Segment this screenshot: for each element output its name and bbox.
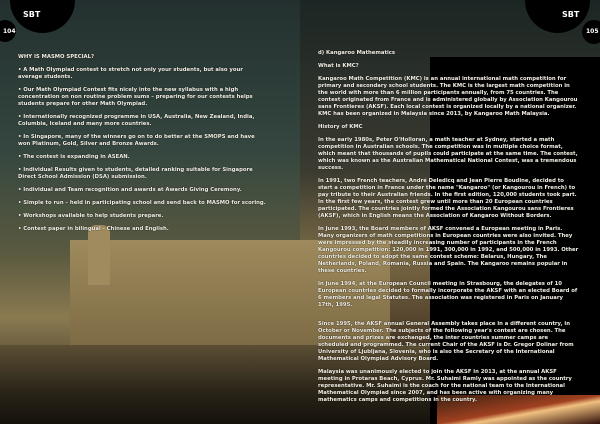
right-page-text bbox=[318, 50, 580, 410]
paragraph: In June 1994, at the European Council meeting in Strasbourg, the delegates of 10 European countries decided to formally incorporate the AKSF with an elected Board of 6 members and legal Statutes. The association was registered in Paris on January 17th, 1995. bbox=[318, 281, 578, 308]
paragraph: In 1991, two French teachers, André Deledicq and Jean Pierre Boudine, decided to start a competition in France under the name "Kangaroo" (or Kangourou in French) to pay tribute to their Australian friends. In the first edition, 120,000 students took part. In the first few years, the contest grew until more than 20 European countries participated. The countries jointly formed the Association Kangourou sans Frontieres (AKSF), which in English means the Association of Kangaroo Without Borders. bbox=[318, 178, 577, 219]
subheading-what-is-kmc: What is KMC? bbox=[318, 63, 359, 69]
bullet: • A Math Olympiad contest to stretch not only your students, but also your average students. bbox=[18, 67, 243, 80]
bullet: • Simple to run – held in participating school and send back to MASMO for scoring. bbox=[18, 200, 266, 206]
left-page-text bbox=[18, 54, 268, 239]
bullet: • The contest is expanding in ASEAN. bbox=[18, 154, 130, 160]
paragraph: In the early 1980s, Peter O'Holloran, a math teacher at Sydney, started a math competition in Australian schools. The competition was in multiple choice format, which meant that thousands of pupils could participate at the same time. The contest, which was known as the Australian Mathematical National Contest, was a tremendous success. bbox=[318, 137, 578, 171]
paragraph: Malaysia was unanimously elected to join the AKSF in 2013, at the annual AKSF meeting in Protaras Beach, Cyprus. Mr. Suhaimi Ramly was appointed as the country representative. Mr. Suhaimi is the coach for the national team to the International Mathematical Olympiad since 2007, and has been active with organizing many mathematics camps and competitions in the country. bbox=[318, 369, 572, 403]
bullet: • Workshops available to help students prepare. bbox=[18, 213, 164, 219]
paragraph: In June 1993, the Board members of AKSF convened a European meeting in Paris. Many organizers of math competitions in European countries were also invited. They were impressed by the steadily increasing number of participants in the French Kangourou competition: 120,000 in 1991, 300,000 in 1992, and 500,000 in 1993. Other countries decided to adopt the same contest scheme: Belarus, Hungary, The Netherlands, Poland, Romania, Russia and Spain. The Kangaroo remains popular in these countries. bbox=[318, 226, 579, 274]
paragraph: Kangaroo Math Competition (KMC) is an annual international math competition for primary and secondary school students. The KMC is the largest math competition in the world with more than 6 million participants annually, from 75 countries. The contest originated from France and is administered globally by Association Kangourou sans Frontieres (AKSF). Each local contest is organized locally by a national organizer. KMC has been organized in Malaysia since 2013, by Kangaroo Math Malaysia. bbox=[318, 76, 578, 117]
bullet: • Contest paper in bilingual - Chinese and English. bbox=[18, 226, 169, 232]
paragraph: Since 1995, the AKSF annual General Assembly takes place in a different country, in October or November. The subjects of the following year's contest are chosen. The documents and prizes are exchanged, the inter countries summer camps are scheduled and programmed. The current Chair of the AKSF is Dr. Gregor Dolinar from University of Ljubljana, Slovenia, who is also the Secretary of the International Mathematical Olympiad Advisory Board. bbox=[318, 321, 574, 362]
section-title: d) Kangaroo Mathematics bbox=[318, 50, 396, 56]
page-number-right: 105 bbox=[586, 28, 599, 35]
brand-right: SBT bbox=[562, 10, 580, 19]
bullet: • Individual and Team recognition and awards at Awards Giving Ceremony. bbox=[18, 187, 242, 193]
bullet: • Individual Results given to students, detailed ranking suitable for Singapore Direct School Admission (DSA) submission. bbox=[18, 167, 253, 180]
bullet: • Our Math Olympiad Contest fits nicely into the new syllabus with a high concentration on non routine problem sums – preparing for our contests helps students prepare for other Math Olympiad. bbox=[18, 87, 253, 107]
brand-left: SBT bbox=[23, 10, 41, 19]
page-number-left: 104 bbox=[3, 28, 16, 35]
bullet: • In Singapore, many of the winners go on to do better at the SMOPS and have won Platinum, Gold, Silver and Bronze Awards. bbox=[18, 134, 255, 147]
bullet: • Internationally recognized programme in USA, Australia, New Zealand, India, Columbia, Iceland and many more countries. bbox=[18, 114, 255, 127]
left-heading: WHY IS MASMO SPECIAL? bbox=[18, 54, 95, 60]
subheading-history: History of KMC bbox=[318, 124, 363, 130]
